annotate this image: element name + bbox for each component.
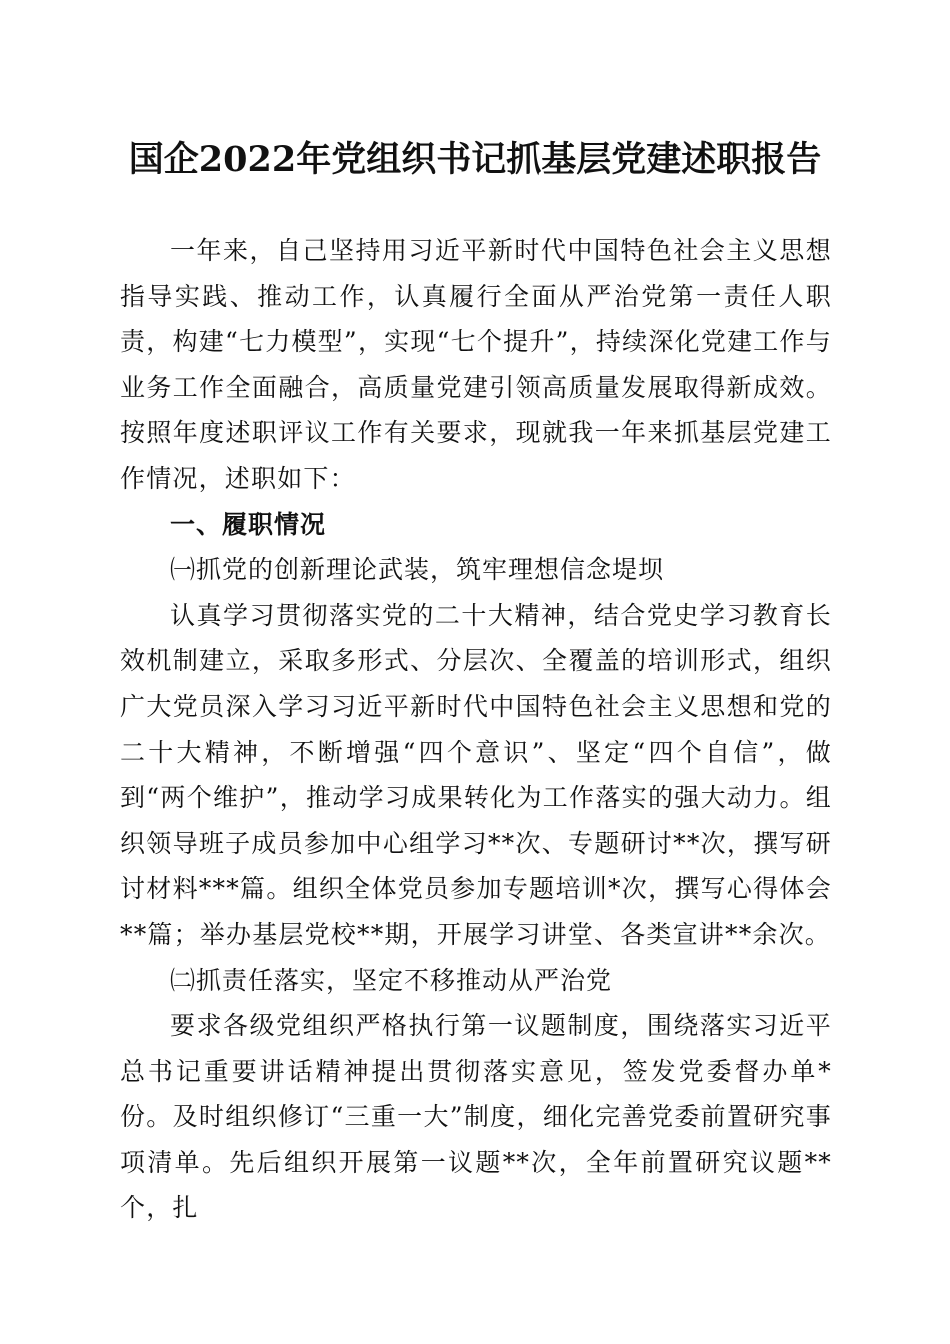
document-body: [120, 228, 832, 1231]
intro-paragraph: 一年来，自己坚持用习近平新时代中国特色社会主义思想指导实践、推动工作，认真履行全面从严治党第一责任人职责，构建“七力模型”，实现“七个提升”，持续深化党建工作与业务工作全面融合，高质量党建引领高质量发展取得新成效。按照年度述职评议工作有关要求，现就我一年来抓基层党建工作情况，述职如下：: [120, 236, 832, 493]
subsection-heading-responsibility: ㈡抓责任落实，坚定不移推动从严治党: [170, 965, 613, 995]
section-heading-performance: 一、履职情况: [170, 509, 327, 539]
body-paragraph-theory: 认真学习贯彻落实党的二十大精神，结合党史学习教育长效机制建立，采取多形式、分层次、全覆盖的培训形式，组织广大党员深入学习习近平新时代中国特色社会主义思想和党的二十大精神，不断增强“四个意识”、坚定“四个自信”，做到“两个维护”，推动学习成果转化为工作落实的强大动力。组织领导班子成员参加中心组学习**次、专题研讨**次，撰写研讨材料***篇。组织全体党员参加专题培训*次，撰写心得体会**篇；举办基层党校**期，开展学习讲堂、各类宣讲**余次。: [120, 600, 832, 949]
body-paragraph-responsibility: 要求各级党组织严格执行第一议题制度，围绕落实习近平总书记重要讲话精神提出贯彻落实意见，签发党委督办单*份。及时组织修订“三重一大”制度，细化完善党委前置研究事项清单。先后组织开展第一议题**次，全年前置研究议题**个，扎: [120, 1011, 832, 1223]
subsection-heading-theory: ㈠抓党的创新理论武装，筑牢理想信念堤坝: [170, 555, 665, 585]
document-title: 国企2022年党组织书记抓基层党建述职报告: [128, 139, 822, 180]
